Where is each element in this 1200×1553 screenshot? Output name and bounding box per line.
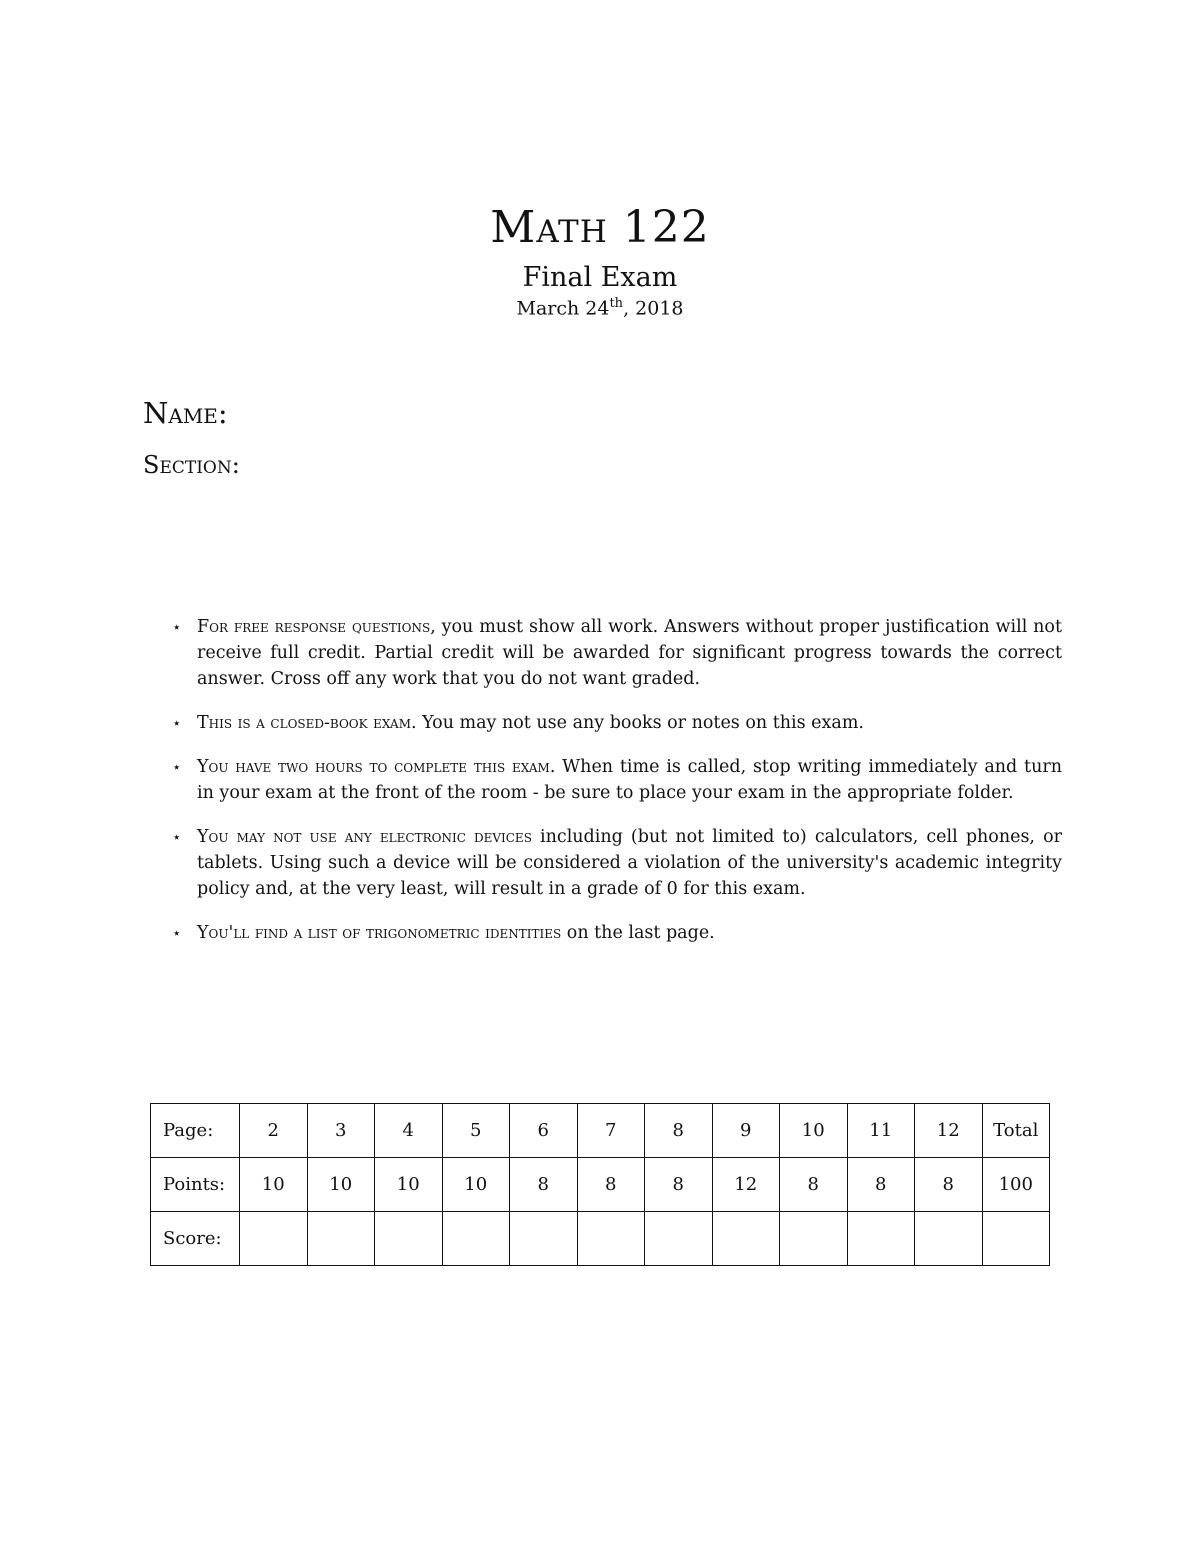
score-cell	[712, 1212, 780, 1266]
score-cell	[847, 1212, 915, 1266]
star-bullet-icon: ⋆	[172, 924, 182, 942]
points-cell: 8	[645, 1158, 713, 1212]
points-row-label: Points:	[151, 1158, 240, 1212]
page-number-cell: 4	[375, 1104, 443, 1158]
points-cell: 8	[915, 1158, 983, 1212]
exam-date-day: March 24	[516, 297, 610, 320]
score-row-label: Score:	[151, 1212, 240, 1266]
instruction-lead: You may not use any electronic devices	[197, 827, 532, 847]
instruction-lead: For free response questions	[197, 617, 431, 637]
star-bullet-icon: ⋆	[172, 828, 182, 846]
page-number-cell: 12	[915, 1104, 983, 1158]
instruction-text: , you must show all work. Answers without proper justification will not receive full credit. Partial credit will be awarded for significant progress towards the correct answer. Cross off any work that you do not want graded.	[197, 617, 1063, 689]
star-bullet-icon: ⋆	[172, 714, 182, 732]
points-cell: 10	[307, 1158, 375, 1212]
score-cell	[375, 1212, 443, 1266]
instruction-lead: This is a closed-book exam	[197, 713, 411, 733]
instruction-item	[172, 754, 1062, 806]
instruction-text: including (but not limited to) calculators, cell phones, or tablets. Using such a device will be considered a violation of the university's academic integrity policy and, at the very least, will result in a grade of 0 for this exam.	[197, 827, 1062, 899]
exam-date-year: , 2018	[623, 297, 684, 320]
points-cell: 8	[847, 1158, 915, 1212]
points-cell: 8	[577, 1158, 645, 1212]
score-cell	[645, 1212, 713, 1266]
name-field-label: Name:	[143, 396, 228, 430]
score-cell	[240, 1212, 308, 1266]
page-number-cell: 3	[307, 1104, 375, 1158]
page-number-cell: 11	[847, 1104, 915, 1158]
page-number-cell: 6	[510, 1104, 578, 1158]
score-cell	[780, 1212, 848, 1266]
page-row	[151, 1104, 1050, 1158]
instructions-list	[172, 614, 1062, 964]
score-cell	[510, 1212, 578, 1266]
score-table	[150, 1103, 1050, 1266]
points-cell: 10	[240, 1158, 308, 1212]
instruction-text: on the last page.	[561, 923, 715, 943]
page-number-cell: 8	[645, 1104, 713, 1158]
points-cell: 10	[442, 1158, 510, 1212]
page-number-cell: 2	[240, 1104, 308, 1158]
exam-type-title: Final Exam	[522, 262, 678, 293]
score-cell	[307, 1212, 375, 1266]
points-cell: 12	[712, 1158, 780, 1212]
score-cell	[915, 1212, 983, 1266]
star-bullet-icon: ⋆	[172, 618, 182, 636]
page-total-header-cell: Total	[982, 1104, 1050, 1158]
points-row	[151, 1158, 1050, 1212]
section-field-label: Section:	[143, 451, 240, 479]
points-cell: 8	[780, 1158, 848, 1212]
page-number-cell: 9	[712, 1104, 780, 1158]
points-total-cell: 100	[982, 1158, 1050, 1212]
instruction-lead: You have two hours to complete this exam	[197, 757, 550, 777]
points-cell: 8	[510, 1158, 578, 1212]
score-total-cell	[982, 1212, 1050, 1266]
page-row-label: Page:	[151, 1104, 240, 1158]
star-bullet-icon: ⋆	[172, 758, 182, 776]
score-row	[151, 1212, 1050, 1266]
instruction-lead: You'll find a list of trigonometric identities	[197, 923, 562, 943]
instruction-item	[172, 920, 1062, 946]
score-cell	[442, 1212, 510, 1266]
instruction-text: . You may not use any books or notes on this exam.	[411, 713, 864, 733]
exam-date	[0, 296, 1200, 319]
instruction-item	[172, 614, 1062, 692]
instruction-item	[172, 824, 1062, 902]
instruction-item	[172, 710, 1062, 736]
exam-date-ordinal: th	[609, 296, 624, 311]
instruction-text: . When time is called, stop writing immediately and turn in your exam at the front of the room - be sure to place your exam in the appropriate folder.	[197, 757, 1062, 803]
score-cell	[577, 1212, 645, 1266]
page-number-cell: 5	[442, 1104, 510, 1158]
exam-course-title: Math 122	[490, 202, 710, 253]
page-number-cell: 7	[577, 1104, 645, 1158]
page-number-cell: 10	[780, 1104, 848, 1158]
points-cell: 10	[375, 1158, 443, 1212]
